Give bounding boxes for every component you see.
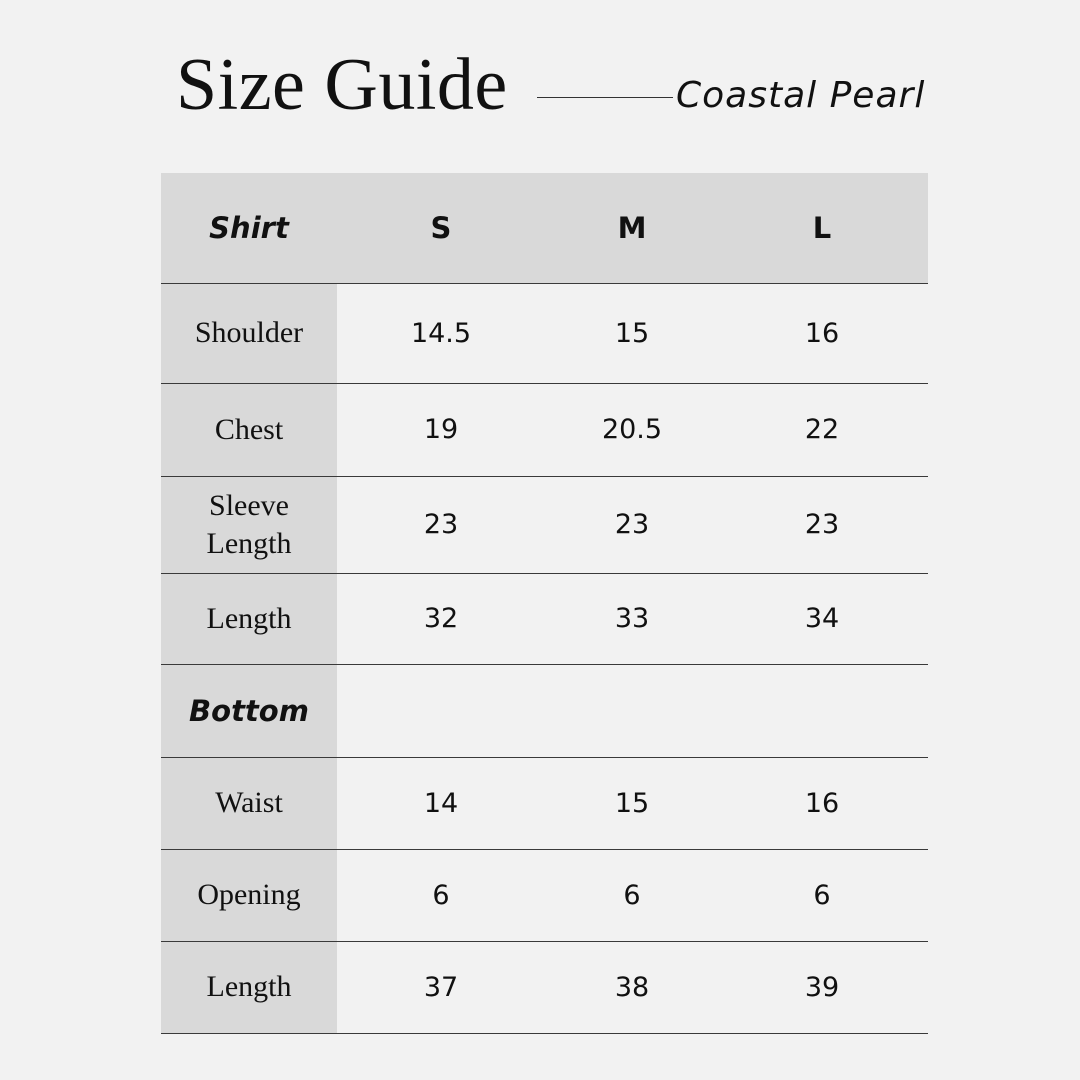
value-cell-m <box>582 283 682 383</box>
title-divider <box>537 97 673 98</box>
value-l: 39 <box>804 971 840 1003</box>
value-m: 23 <box>614 509 650 540</box>
value-cell-s <box>391 476 491 573</box>
shirt-label: Shirt <box>209 211 289 245</box>
value-cell-l <box>772 573 872 664</box>
row-label-cell <box>161 757 337 849</box>
value-l: 16 <box>804 317 840 349</box>
header-row <box>161 173 928 283</box>
value-l: 22 <box>804 414 840 445</box>
value-m: 20.5 <box>601 414 663 445</box>
value-cell-m <box>582 757 682 849</box>
value-cell-m <box>582 573 682 664</box>
value-cell-l <box>772 757 872 849</box>
row-label-cell <box>161 476 337 573</box>
row-label: Chest <box>214 412 284 446</box>
row-label: Opening <box>197 878 301 911</box>
value-m: 15 <box>614 787 650 819</box>
table-row <box>161 757 928 849</box>
page-title: Size Guide <box>176 44 508 126</box>
row-label: Length <box>206 970 292 1003</box>
value-cell-l <box>772 383 872 476</box>
table-row <box>161 476 928 573</box>
value-s: 6 <box>432 879 450 911</box>
value-m: 33 <box>614 603 650 634</box>
value-s: 23 <box>423 509 459 540</box>
value-cell-s <box>391 941 491 1033</box>
value-s: 19 <box>423 414 459 445</box>
value-cell-l <box>772 941 872 1033</box>
size-s-label: S <box>430 211 452 245</box>
table-row <box>161 573 928 664</box>
row-label: Shoulder <box>194 316 304 349</box>
table-row <box>161 383 928 476</box>
value-cell-s <box>391 383 491 476</box>
value-s: 14.5 <box>410 317 472 349</box>
value-l: 16 <box>804 787 840 819</box>
section-title-shirt <box>161 173 337 283</box>
bottom-label: Bottom <box>189 693 309 728</box>
table-row <box>161 283 928 383</box>
row-divider <box>161 1033 928 1034</box>
value-m: 15 <box>614 317 650 349</box>
value-s: 14 <box>423 787 459 819</box>
value-cell-s <box>391 757 491 849</box>
section-title-bottom <box>161 664 337 757</box>
row-label-cell <box>161 941 337 1033</box>
value-cell-m <box>582 383 682 476</box>
row-label: Length <box>206 601 292 635</box>
value-l: 6 <box>813 879 831 911</box>
value-cell-s <box>391 849 491 941</box>
value-s: 37 <box>423 971 459 1003</box>
size-m-label: M <box>617 211 647 245</box>
value-cell-s <box>391 573 491 664</box>
row-label-cell <box>161 849 337 941</box>
size-l-label: L <box>812 211 832 245</box>
value-cell-m <box>582 476 682 573</box>
brand-name: Coastal Pearl <box>676 75 926 116</box>
value-cell-l <box>772 476 872 573</box>
value-cell-l <box>772 283 872 383</box>
row-label: Waist <box>215 786 283 819</box>
value-cell-m <box>582 941 682 1033</box>
size-header-l <box>772 173 872 283</box>
value-m: 6 <box>623 879 641 911</box>
table-row <box>161 941 928 1033</box>
row-label-cell <box>161 283 337 383</box>
value-m: 38 <box>614 971 650 1003</box>
value-cell-s <box>391 283 491 383</box>
table-row <box>161 849 928 941</box>
value-cell-m <box>582 849 682 941</box>
value-l: 34 <box>804 603 840 634</box>
row-label-cell <box>161 383 337 476</box>
value-s: 32 <box>423 603 459 634</box>
size-header-m <box>582 173 682 283</box>
size-header-s <box>391 173 491 283</box>
row-label: Sleeve Length <box>206 488 292 560</box>
value-l: 23 <box>804 509 840 540</box>
row-label-cell <box>161 573 337 664</box>
section-row-bottom <box>161 664 928 757</box>
value-cell-l <box>772 849 872 941</box>
